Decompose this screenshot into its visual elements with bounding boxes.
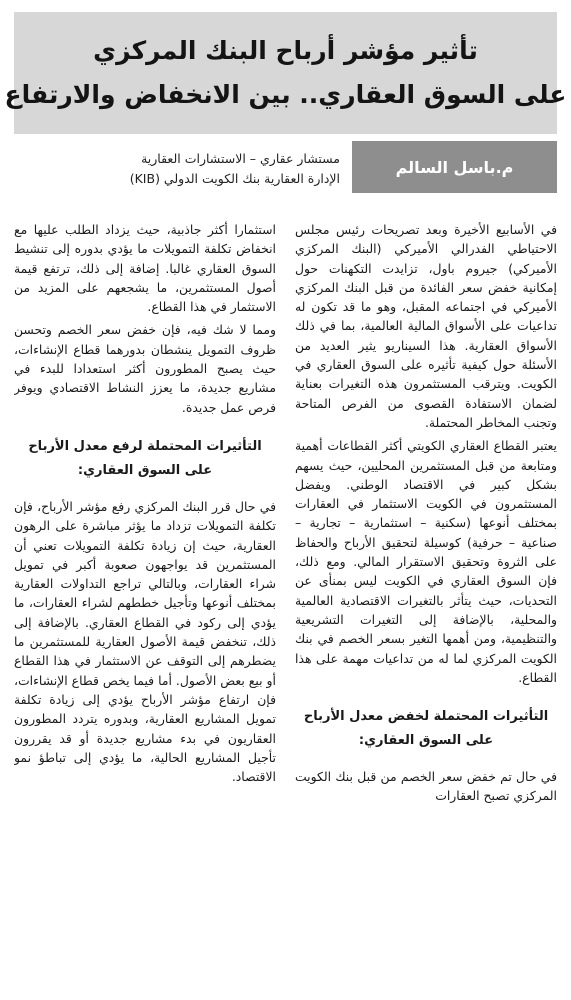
paragraph: في الأسابيع الأخيرة وبعد تصريحات رئيس مجلس الاحتياطي الفدرالي الأميركي (البنك المركزي الأميركي) جيروم باول، تزايدت التكهنات حول إمكانية خفض سعر الفائدة من قبل البنك المركزي الأميركي في اجتماعه المقبل، وهو ما قد تكون له تداعيات على الأسواق المالية العالمية، بما في ذلك الأسواق العقارية. هذا السيناريو يثير العديد من الأسئلة حول كيفية تأثيره على السوق العقاري في الكويت. ويترقب المستثمرون هذه التغيرات بعناية لضمان الاستفادة القصوى من الفرص المتاحة وتجنب المخاطر المحتملة. xyxy=(295,222,557,430)
paragraph: في حال قرر البنك المركزي رفع مؤشر الأرباح، فإن تكلفة التمويلات تزداد ما يؤثر مباشرة على الرهون العقارية، حيث إن زيادة تكلفة التمويلات تعني أن المستثمرين قد يواجهون صعوبة أكبر في تمويل شراء العقارات، وبالتالي تراجع التداولات العقارية بمختلف أنوعها وتأجيل خططهم لشراء العقارات، ما يؤدي إلى ركود في القطاع العقاري. بالإضافة إلى ذلك، تنخفض قيمة الأصول العقارية للمستثمرين ما يضطرهم إلى التوقف عن الاستثمار في هذا القطاع أو بيع بعض الأصول. أما فيما يخص قطاع الإنشاءات، فإن ارتفاع مؤشر الأرباح يؤدي إلى زيادة تكلفة تمويل المشاريع العقارية، وبدوره يتردد المطورون العقاريون في بدء مشاريع جديدة أو قد يقررون تأجيل المشاريع الحالية، ما يؤدي إلى تباطؤ نمو الاقتصاد. xyxy=(14,498,276,785)
paragraph: في حال تم خفض سعر الخصم من قبل بنك الكويت المركزي تصبح العقارات xyxy=(295,769,557,804)
article-column-right xyxy=(295,220,557,992)
section-heading: التأثيرات المحتملة لرفع معدل الأرباح على السوق العقاري: xyxy=(28,438,262,478)
article-column-left xyxy=(14,220,276,992)
headline-line-2: على السوق العقاري.. بين الانخفاض والارتفاع xyxy=(4,80,567,109)
byline xyxy=(14,141,557,197)
author-name: م.باسل السالم xyxy=(352,141,557,193)
section-heading: التأثيرات المحتملة لخفض معدل الأرباح على السوق العقاري: xyxy=(303,709,549,749)
headline-line-1: تأثير مؤشر أرباح البنك المركزي xyxy=(93,36,478,65)
paragraph: ومما لا شك فيه، فإن خفض سعر الخصم وتحسن ظروف التمويل ينشطان بدورهما قطاع الإنشاءات، حيث يصبح المطورون أكثر استعدادا للبدء في مشاريع جديدة، ما يعزز النشاط الاقتصادي ويوفر فرص عمل جديدة. xyxy=(14,322,276,415)
author-role: مستشار عقاري – الاستشارات العقارية xyxy=(141,151,340,166)
author-info xyxy=(14,141,352,197)
paragraph: يعتبر القطاع العقاري الكويتي أكثر القطاعات أهمية ومتابعة من قبل المستثمرين المحليين، حيث يسهم بشكل كبير في الاقتصاد الوطني. ويفضل المستثمرون في الكويت الاستثمار في العقارات بمختلف أنوعها (سكنية – استثمارية – تجارية – صناعية – حرفية) كوسيلة لتحقيق الأرباح والحفاظ على الثروة وتحقيق الاستقرار المالي. ومع ذلك، فإن السوق العقاري في الكويت ليس بمنأى عن التحديات، حيث يتأثر بالتغيرات الاقتصادية العالمية والمحلية، بالإضافة إلى التغيرات التشريعية والتنظيمية، ومن أهمها التغير بسعر الخصم في بنك الكويت المركزي لما له من تداعيات مهمة على هذا القطاع. xyxy=(295,438,557,685)
headline-box xyxy=(4,12,567,134)
paragraph: استثمارا أكثر جاذبية، حيث يزداد الطلب عليها مع انخفاض تكلفة التمويلات ما يؤدي بدوره إلى تنشيط السوق العقاري غالبا. إضافة إلى ذلك، ترتفع قيمة أصول المستثمرين، ما يشجعهم على المزيد من الاستثمار في هذا القطاع. xyxy=(14,222,276,315)
author-organization: الإدارة العقارية بنك الكويت الدولي (KIB) xyxy=(129,171,340,186)
